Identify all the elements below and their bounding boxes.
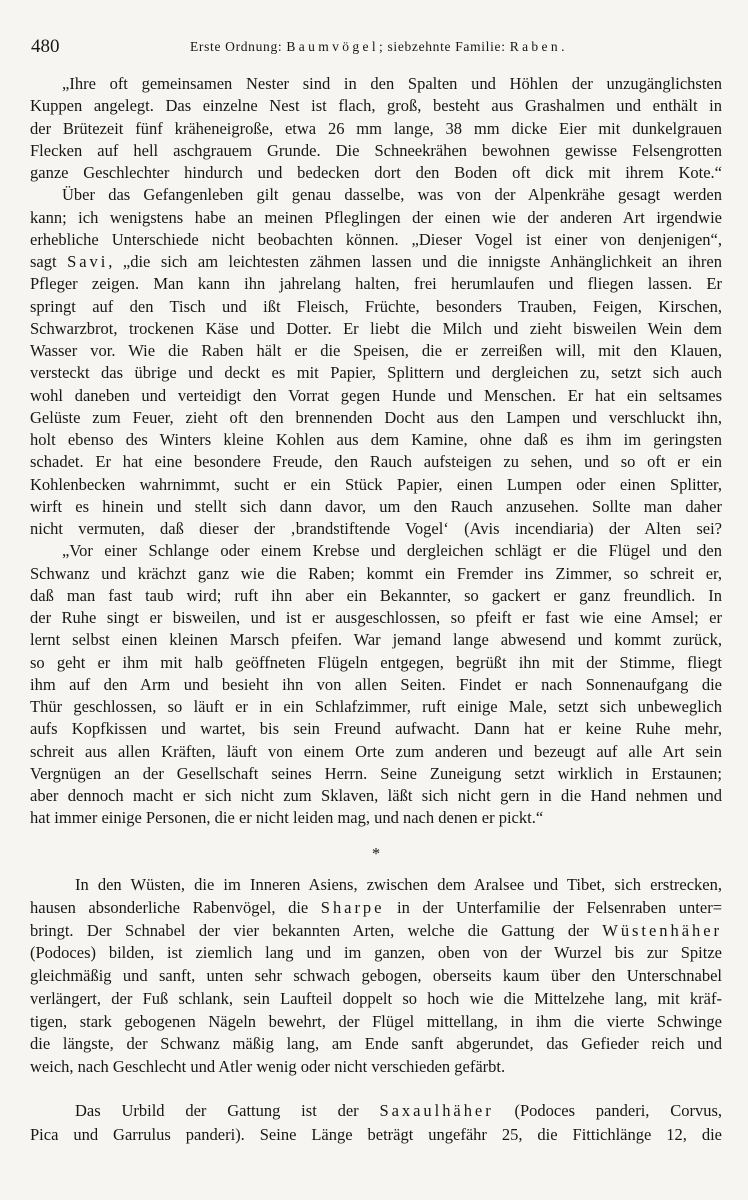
text-line: aber dennoch macht er sich nicht zum Sklaven, läßt sich nicht gern in die Hand nehmen und — [30, 786, 722, 805]
text-line: der Brütezeit fünf kräheneigroße, etwa 26 mm lange, 38 mm dicke Eier mit dunkelgrauen — [30, 118, 722, 138]
text-line: ihm auf den Arm und besieht ihn von allen Seiten. Findet er nach Sonnenaufgang die — [30, 674, 722, 694]
text-line: erhebliche Unterschiede nicht beobachten können. „Dieser Vogel ist einer von denjenigen“, — [30, 229, 722, 249]
text-line: (Podoces) bilden, ist ziemlich lang und im ganzen, oben von der Wurzel bis zur Spitze — [30, 943, 722, 963]
page-number: 480 — [31, 36, 60, 57]
text-line: daß man fast taub wird; ruft ihn aber ein Bekannter, so gackert er ganz freundlich. In — [30, 585, 722, 605]
text-line: In den Wüsten, die im Inneren Asiens, zwischen dem Aralsee und Tibet, sich erstrecken, — [75, 875, 722, 894]
running-header-text: ; siebzehnte Familie: — [378, 39, 510, 54]
text-line: Flecken auf hell aschgrauem Grunde. Die Schneekrähen bewohnen gewisse Felsengrotten — [30, 140, 722, 160]
running-header-family: Raben — [509, 39, 562, 54]
spaced-name: Sharpe — [320, 897, 385, 917]
running-header-text: . — [561, 39, 566, 54]
text-line: Schwarzbrot, trockenen Käse und Dotter. Er liebt die Milch und zieht bisweilen Wein dem — [30, 318, 722, 338]
spaced-name: Saxaulhäher — [379, 1101, 494, 1120]
text-line: wohl daneben und verteidigt den Vorrat gegen Hunde und Menschen. Er hat ein seltsames — [30, 385, 722, 405]
text-line — [30, 897, 722, 920]
running-header — [190, 39, 565, 55]
text-line: weich, nach Geschlecht und Atler wenig oder nicht verschieden gefärbt. — [30, 1057, 506, 1076]
text-block-main — [30, 73, 722, 830]
line-text: sagt — [30, 252, 68, 271]
spaced-name: Wüstenhäher — [602, 920, 722, 940]
text-line: wirft es hinein und stellt sich dann davor, um den Rauch anzusehen. Sollte man daher — [30, 496, 722, 516]
paragraph-quote-behaviour — [30, 540, 722, 829]
text-line: Pica und Garrulus panderi). Seine Länge beträgt ungefähr 25, die Fittichlänge 12, die — [30, 1125, 722, 1144]
running-header-text: Erste Ordnung: — [190, 39, 287, 54]
text-line: aufs Kopfkissen und wartet, bis sein Freund aufwacht. Dann hat er keine Ruhe mehr, — [30, 719, 722, 739]
paragraph-captivity — [30, 184, 722, 540]
text-line: Kohlenbecken wahrnimmt, sucht er ein Stück Papier, einen Lumpen oder einen Splitter, — [30, 474, 722, 494]
line-text: (Podoces panderi, Corvus, — [493, 1101, 723, 1120]
text-line — [30, 251, 722, 273]
spaced-name: Savi — [67, 252, 109, 271]
line-text: in der Unterfamilie der Felsenraben unter= — [384, 897, 722, 917]
text-line: springt auf den Tisch und ißt Fleisch, Früchte, besonders Trauben, Feigen, Kirschen, — [30, 296, 722, 316]
text-line: schadet. Er hat eine besondere Freude, den Rauch aufsteigen zu sehen, und so oft er ein — [30, 452, 722, 472]
line-text: Das Urbild der Gattung ist der — [75, 1101, 380, 1120]
text-line: lernt selbst einen kleinen Marsch pfeifen. War jemand lange abwesend und kommt zurück, — [30, 630, 722, 650]
text-line — [30, 1099, 722, 1123]
paragraph-saxaul-jay — [30, 1099, 722, 1147]
text-line: hat immer einige Personen, die er nicht leiden mag, und nach denen er pickt.“ — [30, 808, 544, 828]
text-line: holt ebenso des Winters kleine Kohlen aus dem Kamine, ohne daß es ihm im geringsten — [30, 430, 722, 449]
text-line: tigen, stark gebogenen Nägeln bewehrt, der Flügel mittellang, in ihm die vierte Schwinge — [30, 1011, 722, 1031]
line-text: , „die sich am leichtesten zähmen lassen und die innigste Anhänglichkeit an ihren — [108, 252, 722, 271]
text-line: Kuppen angelegt. Das einzelne Nest ist flach, groß, besteht aus Grashalmen und enthält in — [30, 96, 722, 116]
line-text: hausen absonderliche Rabenvögel, die — [30, 897, 321, 917]
text-line: Thür geschlossen, so läuft er in ein Schlafzimmer, ruft einige Male, setzt sich unbeweglich — [30, 697, 722, 716]
text-line: versteckt das übrige und deckt es mit Papier, Splittern und dergleichen zu, setzt sich auch — [30, 363, 722, 383]
text-line: Wasser vor. Wie die Raben hält er die Speisen, die er zerreißen will, mit den Klauen, — [30, 341, 722, 360]
text-line: so geht er ihm mit halb geöffneten Flügeln entgegen, begrüßt ihn mit der Stimme, fliegt — [30, 652, 722, 672]
running-header-order: Baumvögel — [286, 39, 379, 54]
paragraph-desert-jays — [30, 874, 722, 1079]
text-line: die längste, der Schwanz mäßig lang, am Ende sanft abgerundet, das Gefieder reich und — [30, 1034, 722, 1054]
text-line: Schwanz und krächzt ganz wie die Raben; kommt ein Fremder ins Zimmer, so schreit er, — [30, 563, 722, 583]
section-separator: * — [371, 844, 381, 863]
text-line: „Vor einer Schlange oder einem Krebse und dergleichen schlägt er die Flügel und den — [62, 541, 722, 561]
paragraph-quote-nests — [30, 73, 722, 184]
text-line: der Ruhe singt er bisweilen, und ist er ausgeschlossen, so pfeift er fast wie eine Amsel; er — [30, 608, 722, 627]
text-line: schreit aus allen Kräften, läuft von einem Orte zum anderen und bezeugt auf alle Art sein — [30, 741, 722, 761]
text-line: verlängert, der Fuß schlank, sein Laufteil doppelt so hoch wie die Mittelzehe lang, mit kräf- — [30, 988, 722, 1008]
text-line: Über das Gefangenleben gilt genau dasselbe, was von der Alpenkrähe gesagt werden — [62, 185, 722, 205]
text-line: Gelüste zum Feuer, zieht oft den brennenden Docht aus den Lampen und verschluckt ihn, — [30, 407, 722, 427]
line-text: bringt. Der Schnabel der vier bekannten Arten, welche die Gattung der — [30, 920, 603, 940]
text-line: ganze Geschlechter hindurch und bedecken dort den Boden oft dick mit ihrem Kote.“ — [30, 163, 722, 182]
text-line: kann; ich wenigstens habe an meinen Pfleglingen der einen wie der anderen Art irgendwie — [30, 207, 722, 227]
text-line: Pfleger zeigen. Man kann ihn jahrelang halten, frei herumlaufen und fliegen lassen. Er — [30, 274, 722, 294]
text-line: nicht vermuten, daß dieser der ‚brandstiftende Vogel‘ (Avis incendiaria) der Alten sei? — [30, 519, 722, 538]
text-line: gleichmäßig und sanft, unten sehr schwach gebogen, oberseits kaum über den Unterschnabel — [30, 966, 722, 985]
text-line — [30, 920, 722, 943]
text-line: „Ihre oft gemeinsamen Nester sind in den Spalten und Höhlen der unzugänglichsten — [62, 74, 722, 93]
text-line: Vergnügen an der Gesellschaft seines Herrn. Seine Zuneigung setzt wirklich in Erstaunen; — [30, 763, 722, 783]
